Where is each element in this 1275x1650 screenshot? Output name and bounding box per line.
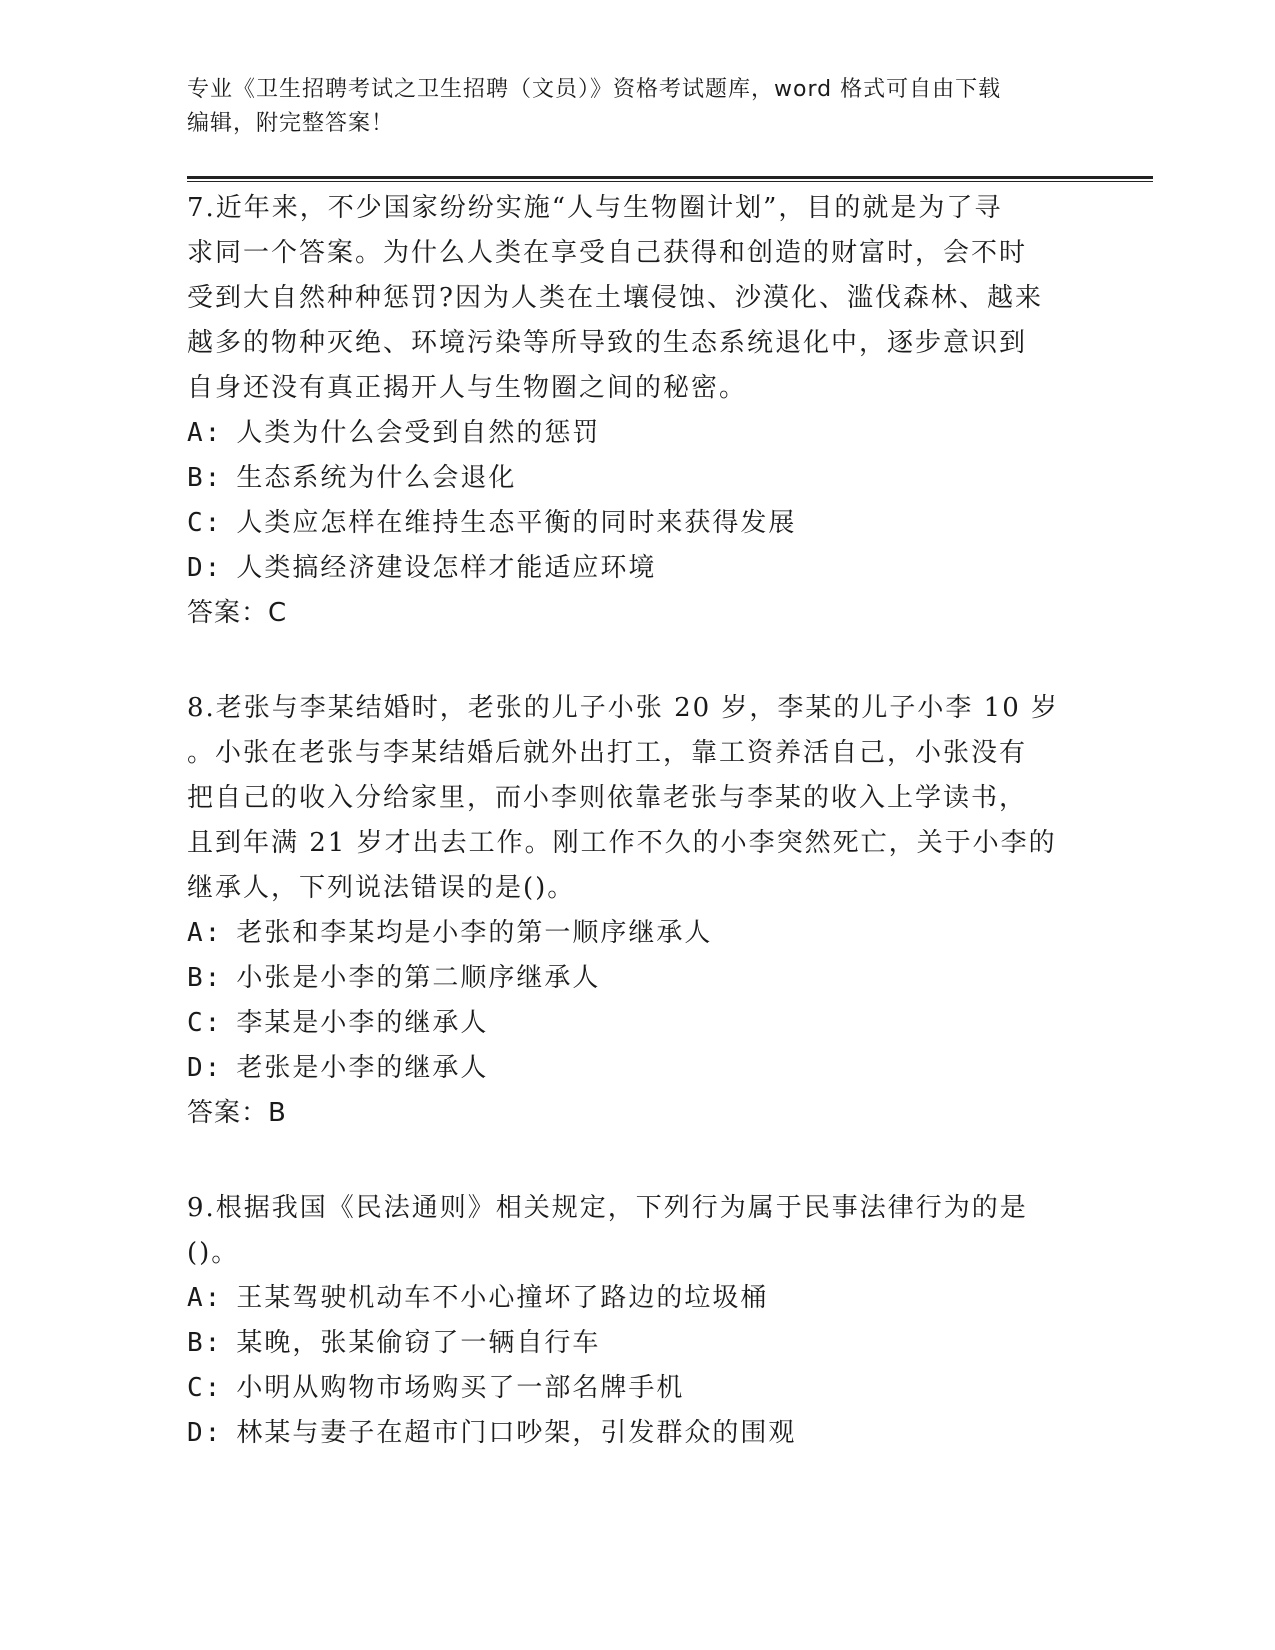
option-text: 人类搞经济建设怎样才能适应环境	[236, 553, 657, 583]
stem-line: 自身还没有真正揭开人与生物圈之间的秘密。	[187, 373, 748, 403]
header-line-1: 专业《卫生招聘考试之卫生招聘（文员）》资格考试题库，word 格式可自由下载	[187, 77, 1002, 102]
option-c	[187, 1001, 1067, 1046]
option-letter: D:	[187, 1053, 223, 1083]
header-divider	[187, 176, 1153, 182]
option-letter: A:	[187, 418, 223, 448]
stem-line: ()。	[187, 1238, 240, 1268]
option-d	[187, 546, 1067, 591]
answer-line: 答案：C	[187, 598, 288, 628]
stem-line: 把自己的收入分给家里，而小李则依靠老张与李某的收入上学读书，	[187, 783, 1028, 813]
option-letter: C:	[187, 508, 223, 538]
option-c	[187, 501, 1067, 546]
option-d	[187, 1411, 1067, 1456]
option-b	[187, 456, 1067, 501]
stem-line: 且到年满 21 岁才出去工作。刚工作不久的小李突然死亡，关于小李的	[187, 828, 1057, 858]
option-d	[187, 1046, 1067, 1091]
stem-line: 7.近年来，不少国家纷纷实施“人与生物圈计划”，目的就是为了寻	[187, 193, 1003, 223]
header-line-2: 编辑，附完整答案！	[187, 111, 395, 136]
question-stem	[187, 686, 1067, 911]
option-letter: A:	[187, 918, 223, 948]
option-c	[187, 1366, 1067, 1411]
question-8	[187, 686, 1067, 1136]
question-7	[187, 186, 1067, 636]
answer-line: 答案：B	[187, 1098, 287, 1128]
option-text: 人类应怎样在维持生态平衡的同时来获得发展	[236, 508, 797, 538]
stem-line: 越多的物种灭绝、环境污染等所导致的生态系统退化中，逐步意识到	[187, 328, 1028, 358]
stem-line: 8.老张与李某结婚时，老张的儿子小张 20 岁，李某的儿子小李 10 岁	[187, 693, 1060, 723]
option-b	[187, 956, 1067, 1001]
option-text: 老张是小李的继承人	[236, 1053, 489, 1083]
option-b	[187, 1321, 1067, 1366]
option-text: 某晚，张某偷窃了一辆自行车	[236, 1328, 601, 1358]
document-header	[187, 73, 1067, 141]
option-letter: D:	[187, 1418, 223, 1448]
question-stem	[187, 186, 1067, 411]
option-text: 林某与妻子在超市门口吵架，引发群众的围观	[236, 1418, 797, 1448]
option-text: 王某驾驶机动车不小心撞坏了路边的垃圾桶	[236, 1283, 769, 1313]
option-letter: C:	[187, 1008, 223, 1038]
option-letter: B:	[187, 463, 223, 493]
option-text: 人类为什么会受到自然的惩罚	[236, 418, 601, 448]
option-a	[187, 1276, 1067, 1321]
stem-line: 。小张在老张与李某结婚后就外出打工，靠工资养活自己，小张没有	[187, 738, 1028, 768]
stem-line: 9.根据我国《民法通则》相关规定，下列行为属于民事法律行为的是	[187, 1193, 1028, 1223]
stem-line: 继承人，下列说法错误的是()。	[187, 873, 576, 903]
option-letter: D:	[187, 553, 223, 583]
option-text: 老张和李某均是小李的第一顺序继承人	[236, 918, 713, 948]
option-letter: C:	[187, 1373, 223, 1403]
option-text: 小明从购物市场购买了一部名牌手机	[236, 1373, 685, 1403]
option-a	[187, 411, 1067, 456]
stem-line: 受到大自然种种惩罚?因为人类在土壤侵蚀、沙漠化、滥伐森林、越来	[187, 283, 1043, 313]
option-text: 生态系统为什么会退化	[236, 463, 517, 493]
option-letter: B:	[187, 963, 223, 993]
question-stem	[187, 1186, 1067, 1276]
option-letter: B:	[187, 1328, 223, 1358]
question-9	[187, 1186, 1067, 1456]
option-text: 小张是小李的第二顺序继承人	[236, 963, 601, 993]
option-letter: A:	[187, 1283, 223, 1313]
stem-line: 求同一个答案。为什么人类在享受自己获得和创造的财富时，会不时	[187, 238, 1028, 268]
option-a	[187, 911, 1067, 956]
option-text: 李某是小李的继承人	[236, 1008, 489, 1038]
